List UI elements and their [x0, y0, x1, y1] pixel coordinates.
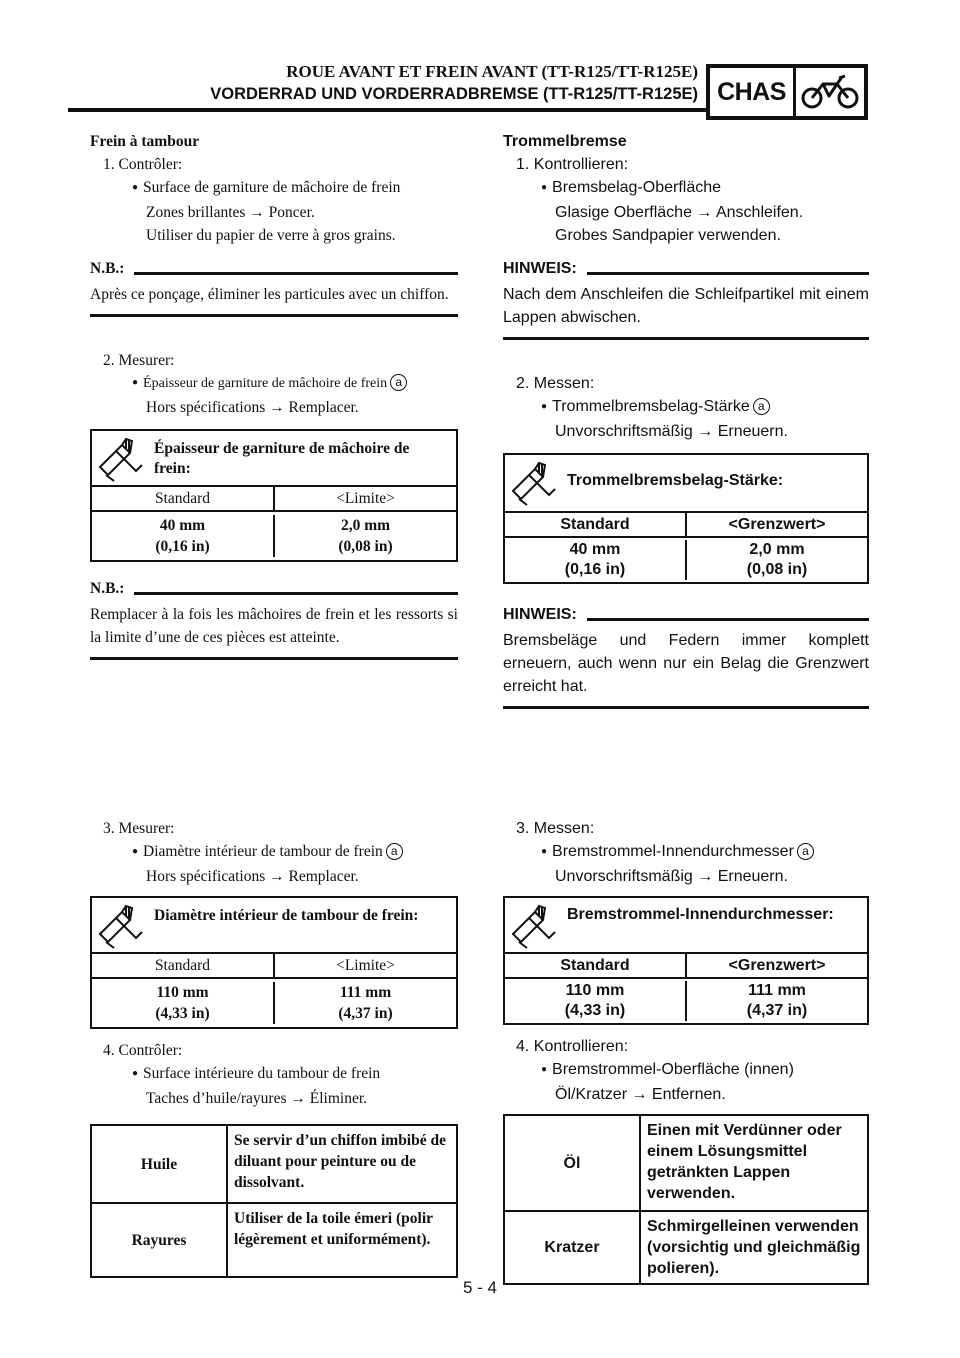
callout-a-marker: a: [386, 843, 403, 860]
fr-spec-2-title: Diamètre intérieur de tambour de frein:: [154, 907, 419, 924]
fr-heading: Frein à tambour: [90, 133, 200, 150]
fr-remedy-table: [90, 1124, 458, 1278]
fr-step-2-item: ● Épaisseur de garniture de mâchoire de frein: [132, 376, 387, 391]
section-label: CHAS: [710, 68, 796, 116]
de-spec-2-col-standard: Standard: [560, 957, 630, 974]
de-step-2-item: ● Trommelbremsbelag-Stärke: [541, 398, 750, 415]
de-step-1-line1: Glasige Oberfläche → Anschleifen.: [555, 204, 804, 221]
fr-spec-1-col-standard: Standard: [154, 490, 211, 507]
fr-step-1-item: ● Surface de garniture de mâchoire de frein: [90, 176, 458, 201]
de-step-3-line1: Unvorschriftsmäßig → Erneuern.: [555, 868, 788, 885]
header-rule: [68, 108, 706, 112]
fr-spec-1-limit-mm: 2,0 mm: [340, 517, 391, 534]
callout-a-marker: a: [797, 843, 814, 860]
de-note-1: [503, 260, 869, 340]
fr-step-3-line1: Hors spécifications → Remplacer.: [146, 868, 359, 885]
de-step-1: 1. Kontrollieren:: [516, 156, 629, 173]
fr-spec-2-col-standard: Standard: [154, 957, 211, 974]
fr-step-1: 1. Contrôler:: [103, 156, 183, 173]
fr-remedy-row: [92, 1202, 456, 1276]
fr-spec-1-limit-in: (0,08 in): [338, 538, 393, 555]
de-remedy-key: Öl: [505, 1116, 641, 1210]
fr-step-4: 4. Contrôler:: [103, 1042, 183, 1059]
fr-step-2-line1: Hors spécifications → Remplacer.: [146, 399, 359, 416]
callout-a-marker: a: [753, 398, 770, 415]
fr-note-2-text: Remplacer à la fois les mâchoires de frein et les ressorts si la limite d’une de ces pièces est atteinte.: [90, 606, 458, 646]
fr-spec-1-title: Épaisseur de garniture de mâchoire de frein:: [154, 440, 410, 477]
de-spec-1-col-limit: <Grenzwert>: [685, 513, 867, 536]
de-note-2: [503, 606, 869, 709]
fr-spec-table-1: [90, 429, 458, 562]
fr-note-1-label: N.B.:: [90, 260, 125, 277]
header-title-de: VORDERRAD UND VORDERRADBREMSE (TT-R125/TT-R125E): [210, 85, 698, 103]
fr-spec-table-2: [90, 896, 458, 1029]
de-remedy-row: [505, 1116, 867, 1210]
de-column: [503, 130, 869, 709]
de-step-1-line2: Grobes Sandpapier verwenden.: [555, 227, 781, 244]
de-step-3-item-row: [503, 840, 869, 865]
page-number: 5 - 4: [462, 1278, 498, 1297]
de-spec-1-limit-in: (0,08 in): [746, 561, 808, 578]
fr-step-4-line1: Taches d’huile/rayures → Éliminer.: [146, 1090, 368, 1107]
de-spec-1-standard-mm: 40 mm: [569, 541, 621, 558]
fr-remedy-row: [92, 1126, 456, 1202]
de-remedy-value: Einen mit Verdünner oder einem Lösungsmittel getränkten Lappen verwenden.: [647, 1122, 842, 1202]
de-step-3-item: ● Bremstrommel-Innendurchmesser: [541, 843, 794, 860]
de-step-2-line1: Unvorschriftsmäßig → Erneuern.: [555, 423, 788, 440]
de-heading: Trommelbremse: [503, 133, 627, 150]
de-spec-1-standard-in: (0,16 in): [564, 561, 626, 578]
de-step-2-item-row: [503, 395, 869, 420]
de-remedy-key: Kratzer: [505, 1212, 641, 1283]
fr-spec-1-col-limit: <Limite>: [273, 487, 456, 510]
de-step-4: 4. Kontrollieren:: [516, 1038, 629, 1055]
caliper-icon: [505, 455, 563, 511]
de-step-3: 3. Messen:: [516, 820, 595, 837]
section-badge: [706, 64, 868, 120]
fr-column-lower: [90, 817, 458, 1278]
de-note-1-text: Nach dem Anschleifen die Schleifpartikel mit einem Lappen abwischen.: [503, 286, 869, 326]
fr-step-1-line1: Zones brillantes → Poncer.: [146, 204, 315, 221]
de-remedy-table: [503, 1114, 869, 1285]
de-step-2: 2. Messen:: [516, 375, 595, 392]
fr-spec-2-standard-in: (4,33 in): [155, 1005, 210, 1022]
fr-step-3-item: ● Diamètre intérieur de tambour de frein: [132, 843, 383, 860]
de-spec-2-standard-mm: 110 mm: [565, 982, 625, 999]
fr-remedy-value: Utiliser de la toile émeri (polir légèrement et uniformément).: [234, 1210, 433, 1248]
fr-spec-2-standard-mm: 110 mm: [156, 984, 209, 1001]
fr-note-2: [90, 580, 458, 660]
de-spec-1-col-standard: Standard: [560, 516, 630, 533]
fr-spec-2-limit-mm: 111 mm: [339, 984, 392, 1001]
de-spec-2-limit-in: (4,37 in): [746, 1002, 808, 1019]
de-column-lower: [503, 817, 869, 1285]
de-spec-2-standard-in: (4,33 in): [564, 1002, 626, 1019]
de-step-1-item: ● Bremsbelag-Oberfläche: [503, 176, 869, 201]
fr-remedy-key: Rayures: [92, 1204, 228, 1276]
de-spec-table-1: [503, 453, 869, 584]
fr-step-2: 2. Mesurer:: [103, 352, 175, 369]
de-spec-1-limit-mm: 2,0 mm: [749, 541, 805, 558]
de-spec-2-title: Bremstrommel-Innendurchmesser:: [567, 906, 834, 923]
fr-note-1: [90, 260, 458, 317]
fr-spec-1-standard-in: (0,16 in): [155, 538, 210, 555]
fr-spec-2-limit-in: (4,37 in): [338, 1005, 393, 1022]
de-spec-2-limit-mm: 111 mm: [748, 982, 806, 999]
de-remedy-row: [505, 1210, 867, 1283]
caliper-icon: [505, 898, 563, 952]
fr-step-4-item: ● Surface intérieure du tambour de frein: [90, 1062, 458, 1087]
fr-step-3-item-row: [90, 840, 458, 865]
motorcycle-icon: [796, 68, 864, 116]
de-step-4-line1: Öl/Kratzer → Entfernen.: [555, 1086, 726, 1103]
de-step-4-item: ● Bremstrommel-Oberfläche (innen): [503, 1058, 869, 1083]
caliper-icon: [92, 898, 150, 952]
de-remedy-value: Schmirgelleinen verwenden (vorsichtig und gleichmäßig polieren).: [647, 1218, 861, 1277]
de-note-2-text: Bremsbeläge und Federn immer komplett erneuern, auch wenn nur ein Belag die Grenzwert erreicht hat.: [503, 632, 869, 695]
de-note-1-label: HINWEIS:: [503, 260, 577, 277]
caliper-icon: [92, 431, 150, 485]
fr-step-1-line2: Utiliser du papier de verre à gros grains.: [146, 227, 396, 244]
fr-note-2-label: N.B.:: [90, 580, 125, 597]
de-spec-table-2: [503, 896, 869, 1025]
fr-step-2-item-row: [90, 372, 458, 396]
fr-step-3: 3. Mesurer:: [103, 820, 175, 837]
de-note-2-label: HINWEIS:: [503, 606, 577, 623]
fr-remedy-key: Huile: [92, 1126, 228, 1202]
fr-note-1-text: Après ce ponçage, éliminer les particules avec un chiffon.: [90, 286, 449, 303]
fr-column: [90, 130, 458, 660]
fr-spec-2-col-limit: <Limite>: [273, 954, 456, 977]
fr-spec-1-standard-mm: 40 mm: [159, 517, 206, 534]
de-spec-2-col-limit: <Grenzwert>: [685, 954, 867, 977]
de-spec-1-title: Trommelbremsbelag-Stärke:: [567, 472, 784, 489]
header-title-fr: ROUE AVANT ET FREIN AVANT (TT-R125/TT-R125E): [286, 62, 698, 81]
callout-a-marker: a: [390, 374, 407, 391]
fr-remedy-value: Se servir d’un chiffon imbibé de diluant pour peinture ou de dissolvant.: [234, 1132, 446, 1191]
